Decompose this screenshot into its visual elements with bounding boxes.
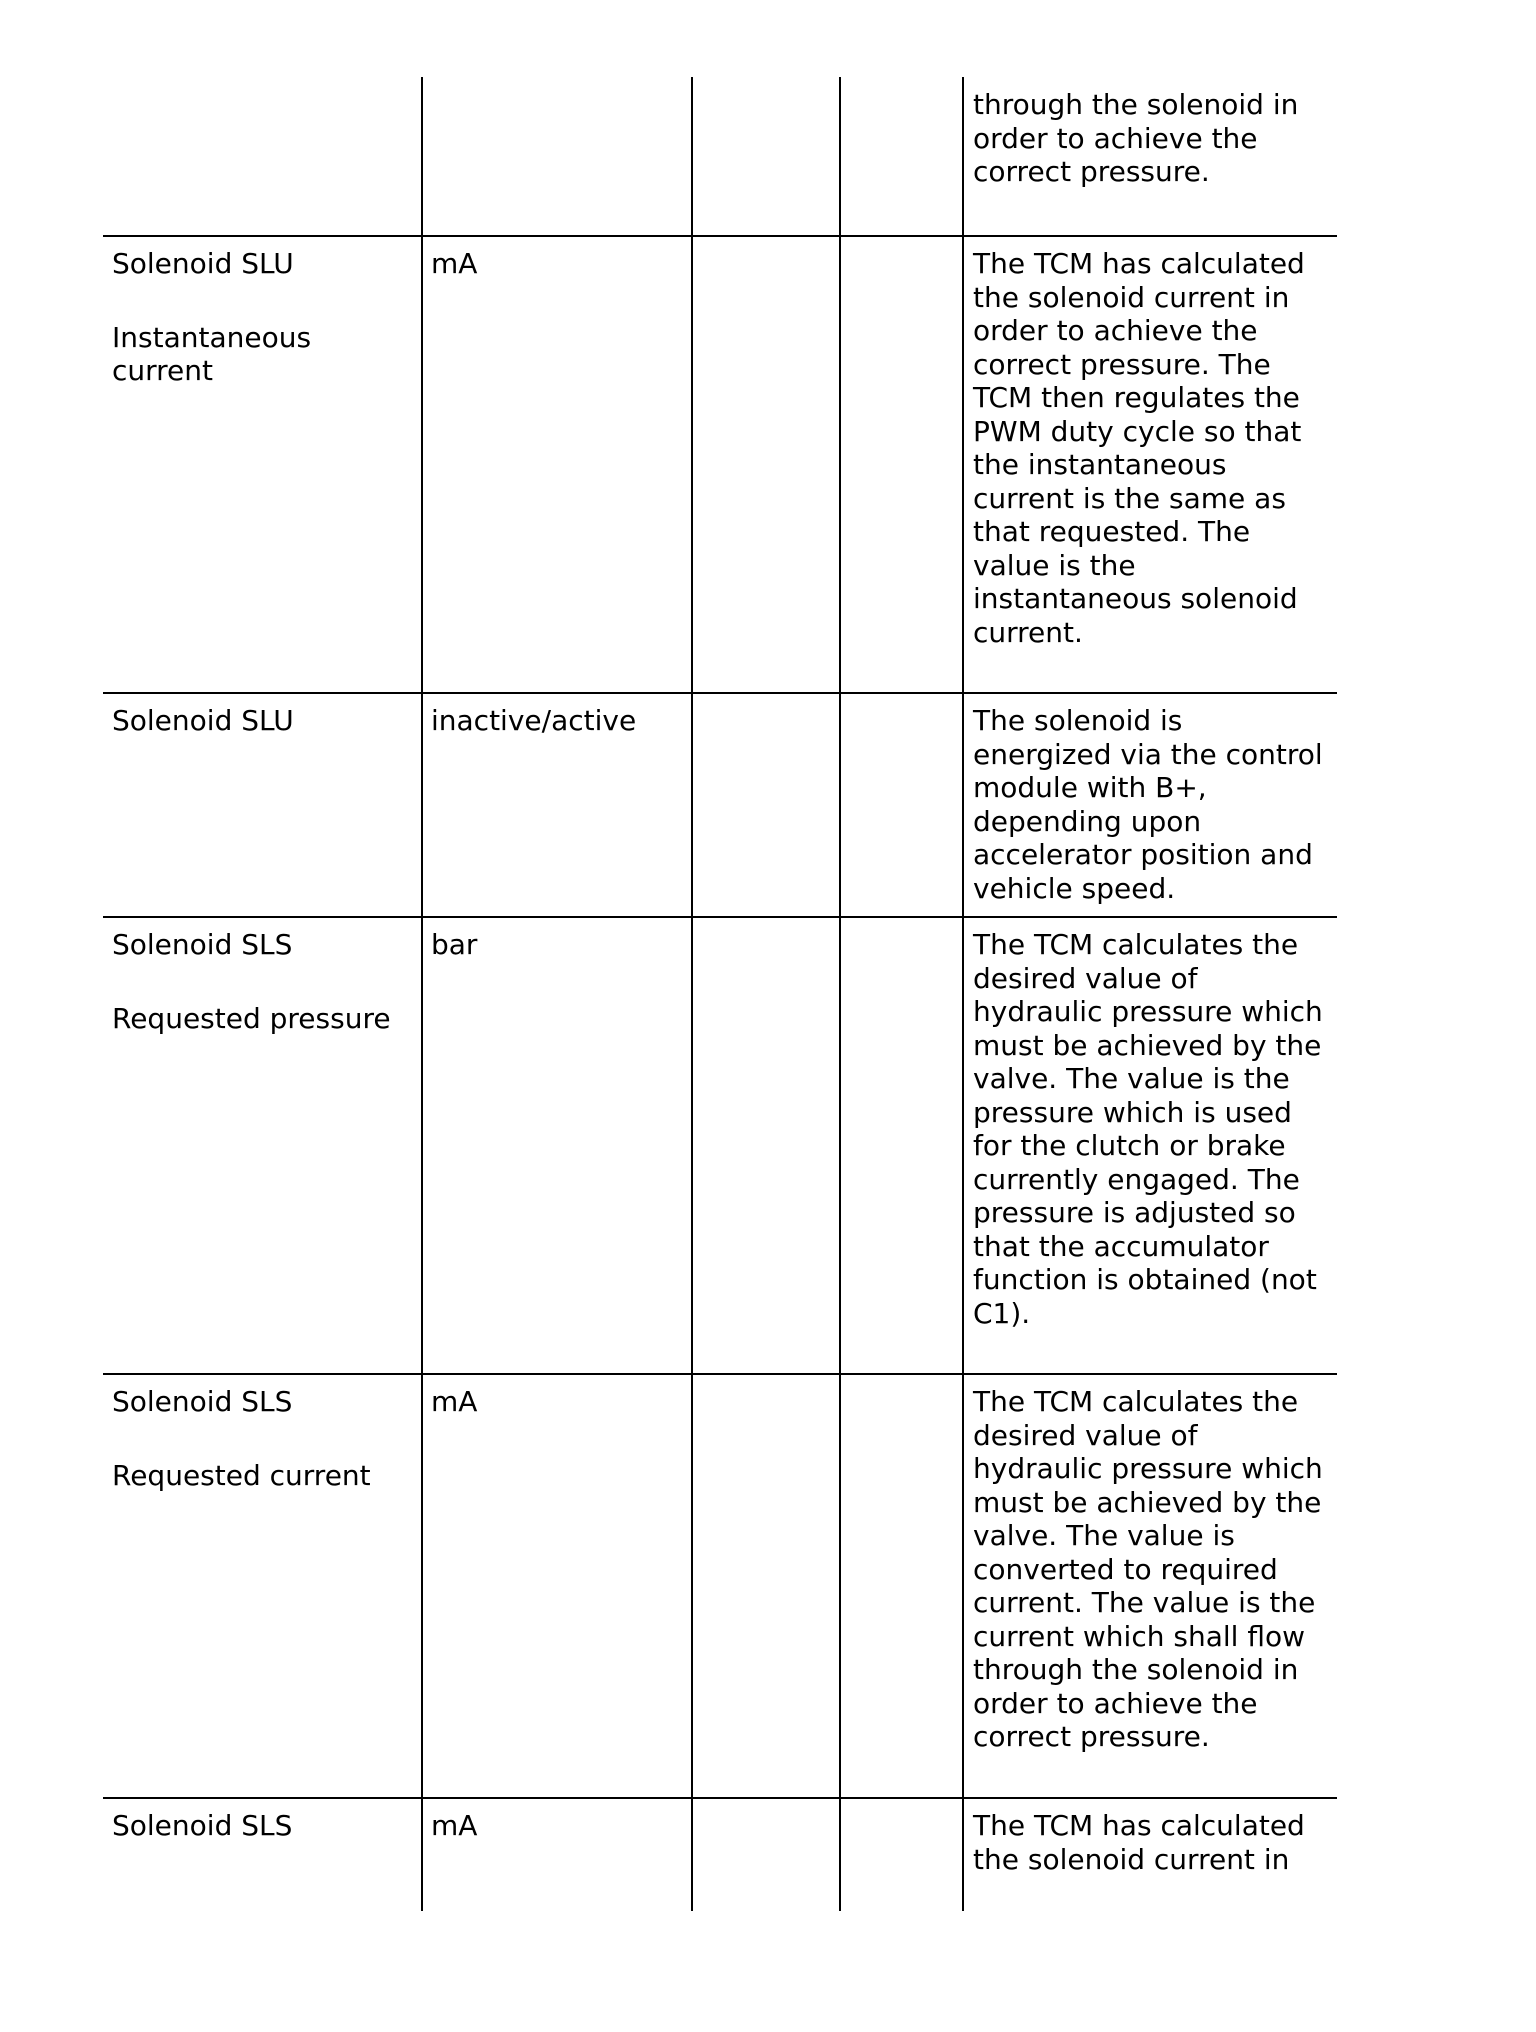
parameter-subname: Requested pressure <box>112 1001 391 1035</box>
table-row-2-parameter <box>112 704 412 738</box>
table-row-4-description: The TCM calculates the desired value of hydraulic pressure which must be achieved by the valve. The value is converted to required current. The value is the current which shall flow through the solenoid in order to achieve the correct pressure. <box>973 1385 1323 1753</box>
table-row-3-parameter <box>112 928 412 1035</box>
table-row-5-description: The TCM has calculated the solenoid current in <box>973 1809 1305 1876</box>
column-divider-3 <box>839 77 841 1911</box>
row-divider <box>103 692 1337 694</box>
parameter-name: Solenoid SLS <box>112 1809 293 1842</box>
table-row-3-description: The TCM calculates the desired value of hydraulic pressure which must be achieved by the valve. The value is the pressure which is used for the clutch or brake currently engaged. The pressure is adjusted so that the accumulator function is obtained (not C1). <box>973 928 1323 1330</box>
column-divider-1 <box>421 77 423 1911</box>
table-row-3-unit: bar <box>431 928 478 961</box>
table-row-1-description: The TCM has calculated the solenoid current in order to achieve the correct pressure. The TCM then regulates the PWM duty cycle so that the instantaneous current is the same as that requested. The value is the instantaneous solenoid current. <box>973 247 1305 649</box>
table-row-4-parameter <box>112 1385 412 1492</box>
column-divider-4 <box>962 77 964 1911</box>
parameter-name: Solenoid SLS <box>112 928 293 961</box>
parameter-name: Solenoid SLU <box>112 247 294 280</box>
row-divider <box>103 1373 1337 1375</box>
row-divider <box>103 1797 1337 1799</box>
parameter-name: Solenoid SLU <box>112 704 294 737</box>
row-divider <box>103 916 1337 918</box>
column-divider-2 <box>691 77 693 1911</box>
row-divider <box>103 235 1337 237</box>
parameter-subname: Instantaneous current <box>112 320 312 387</box>
table-row-2-description: The solenoid is energized via the control module with B+, depending upon accelerator position and vehicle speed. <box>973 704 1323 905</box>
table-row-1-parameter <box>112 247 412 388</box>
table-row-1-unit: mA <box>431 247 478 280</box>
table-row-5-parameter <box>112 1809 412 1843</box>
table-row-2-unit: inactive/active <box>431 704 637 737</box>
continuation-description: through the solenoid in order to achieve the correct pressure. <box>973 88 1299 188</box>
parameter-name: Solenoid SLS <box>112 1385 293 1418</box>
parameter-subname: Requested current <box>112 1458 371 1492</box>
table-row-4-unit: mA <box>431 1385 478 1418</box>
table-row-5-unit: mA <box>431 1809 478 1842</box>
